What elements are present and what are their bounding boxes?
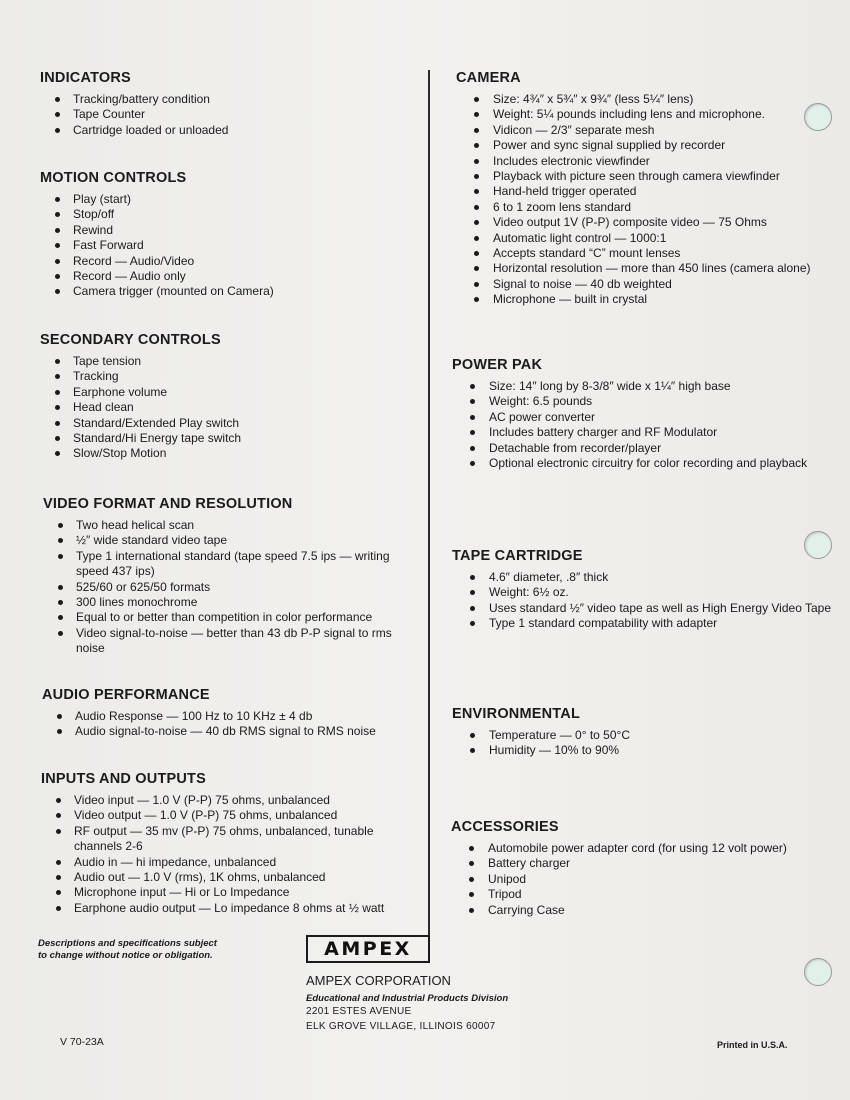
spec-list-item: Signal to noise — 40 db weighted bbox=[456, 277, 846, 292]
section-environmental bbox=[452, 706, 842, 759]
spec-list-item: 525/60 or 625/50 formats bbox=[43, 580, 423, 595]
spec-list-item: Video signal-to-noise — better than 43 db P-P signal to rms noise bbox=[43, 626, 423, 657]
spec-list-item: Earphone audio output — Lo impedance 8 ohms at ½ watt bbox=[41, 901, 421, 916]
spec-list-item: Humidity — 10% to 90% bbox=[452, 743, 842, 758]
spec-list-item: Tape Counter bbox=[40, 107, 420, 122]
spec-list bbox=[456, 92, 846, 308]
spec-list-item: Standard/Extended Play switch bbox=[40, 416, 420, 431]
spec-list-item: Head clean bbox=[40, 400, 420, 415]
spec-list-item: Temperature — 0° to 50°C bbox=[452, 728, 842, 743]
section-heading: CAMERA bbox=[456, 70, 521, 86]
spec-list-item: Camera trigger (mounted on Camera) bbox=[40, 284, 420, 299]
disclaimer-line: Descriptions and specifications subject bbox=[38, 938, 217, 949]
spec-list-item: Record — Audio only bbox=[40, 269, 420, 284]
section-heading: SECONDARY CONTROLS bbox=[40, 332, 221, 348]
spec-list-item: Vidicon — 2/3″ separate mesh bbox=[456, 123, 846, 138]
section-power-pak bbox=[452, 357, 842, 471]
spec-list-item: Hand-held trigger operated bbox=[456, 184, 846, 199]
spec-list-item: Audio signal-to-noise — 40 db RMS signal to RMS noise bbox=[42, 724, 422, 739]
section-heading: POWER PAK bbox=[452, 357, 543, 373]
section-heading: VIDEO FORMAT AND RESOLUTION bbox=[43, 496, 293, 512]
spec-list-item: Audio in — hi impedance, unbalanced bbox=[41, 855, 421, 870]
spec-list-item: Stop/off bbox=[40, 207, 420, 222]
spec-list-item: Automobile power adapter cord (for using 12 volt power) bbox=[451, 841, 841, 856]
spec-list-item: Detachable from recorder/player bbox=[452, 441, 842, 456]
spec-list-item: Size: 4¾″ x 5¾″ x 9¾″ (less 5¼″ lens) bbox=[456, 92, 846, 107]
disclaimer bbox=[38, 938, 288, 962]
logo-text: AMPEX bbox=[324, 938, 412, 960]
spec-list-item: RF output — 35 mv (P-P) 75 ohms, unbalanced, tunable channels 2-6 bbox=[41, 824, 421, 855]
spec-list-item: Video output 1V (P-P) composite video — 75 Ohms bbox=[456, 215, 846, 230]
spec-list-item: Rewind bbox=[40, 223, 420, 238]
disclaimer-line: to change without notice or obligation. bbox=[38, 950, 213, 961]
spec-list-item: Battery charger bbox=[451, 856, 841, 871]
section-indicators bbox=[40, 70, 420, 138]
spec-list-item: Optional electronic circuitry for color recording and playback bbox=[452, 456, 842, 471]
spec-list-item: Type 1 standard compatability with adapter bbox=[452, 616, 842, 631]
section-heading: ENVIRONMENTAL bbox=[452, 706, 580, 722]
spec-list-item: Record — Audio/Video bbox=[40, 254, 420, 269]
spec-list-item: 6 to 1 zoom lens standard bbox=[456, 200, 846, 215]
spec-list-item: 300 lines monochrome bbox=[43, 595, 423, 610]
spec-list bbox=[42, 709, 422, 740]
spec-list-item: Unipod bbox=[451, 872, 841, 887]
spec-list bbox=[40, 192, 420, 300]
spec-list bbox=[452, 728, 842, 759]
spec-list-item: Two head helical scan bbox=[43, 518, 423, 533]
spec-list-item: Playback with picture seen through camera viewfinder bbox=[456, 169, 846, 184]
spec-list-item: Earphone volume bbox=[40, 385, 420, 400]
printed-in-usa: Printed in U.S.A. bbox=[717, 1040, 788, 1050]
section-heading: TAPE CARTRIDGE bbox=[452, 548, 583, 564]
ampex-logo bbox=[306, 935, 430, 963]
spec-list-item: 4.6″ diameter, .8″ thick bbox=[452, 570, 842, 585]
spec-list-item: Accepts standard “C” mount lenses bbox=[456, 246, 846, 261]
spec-list bbox=[41, 793, 421, 916]
spec-list-item: Video input — 1.0 V (P-P) 75 ohms, unbalanced bbox=[41, 793, 421, 808]
spec-list-item: Type 1 international standard (tape speed 7.5 ips — writing speed 437 ips) bbox=[43, 549, 423, 580]
spec-list-item: Audio Response — 100 Hz to 10 KHz ± 4 db bbox=[42, 709, 422, 724]
section-video-format bbox=[43, 496, 423, 657]
spec-list-item: Cartridge loaded or unloaded bbox=[40, 123, 420, 138]
spec-list-item: Tracking bbox=[40, 369, 420, 384]
column-divider bbox=[428, 70, 430, 935]
spec-list-item: Weight: 5¼ pounds including lens and microphone. bbox=[456, 107, 846, 122]
spec-list bbox=[40, 354, 420, 462]
section-secondary-controls bbox=[40, 332, 420, 462]
spec-list-item: Uses standard ½″ video tape as well as High Energy Video Tape bbox=[452, 601, 842, 616]
spec-list-item: Fast Forward bbox=[40, 238, 420, 253]
section-heading: INPUTS AND OUTPUTS bbox=[41, 771, 206, 787]
section-camera bbox=[456, 70, 846, 308]
spec-list-item: Audio out — 1.0 V (rms), 1K ohms, unbalanced bbox=[41, 870, 421, 885]
spec-list-item: Size: 14″ long by 8-3/8″ wide x 1¼″ high base bbox=[452, 379, 842, 394]
spec-list-item: Play (start) bbox=[40, 192, 420, 207]
spec-list-item: ½″ wide standard video tape bbox=[43, 533, 423, 548]
spec-list-item: Carrying Case bbox=[451, 903, 841, 918]
spec-list-item: Weight: 6½ oz. bbox=[452, 585, 842, 600]
spec-list-item: Standard/Hi Energy tape switch bbox=[40, 431, 420, 446]
spec-list-item: Horizontal resolution — more than 450 lines (camera alone) bbox=[456, 261, 846, 276]
spec-list-item: Power and sync signal supplied by recorder bbox=[456, 138, 846, 153]
spec-list-item: Equal to or better than competition in color performance bbox=[43, 610, 423, 625]
spec-list-item: Microphone — built in crystal bbox=[456, 292, 846, 307]
spec-list-item: Tape tension bbox=[40, 354, 420, 369]
spec-list bbox=[451, 841, 841, 918]
spec-list-item: Video output — 1.0 V (P-P) 75 ohms, unbalanced bbox=[41, 808, 421, 823]
section-audio-performance bbox=[42, 687, 422, 740]
section-tape-cartridge bbox=[452, 548, 842, 632]
division-name: Educational and Industrial Products Division bbox=[306, 993, 509, 1004]
section-heading: INDICATORS bbox=[40, 70, 131, 86]
section-heading: AUDIO PERFORMANCE bbox=[42, 687, 210, 703]
spec-list-item: Microphone input — Hi or Lo Impedance bbox=[41, 885, 421, 900]
spec-list-item: Weight: 6.5 pounds bbox=[452, 394, 842, 409]
spec-list-item: Includes battery charger and RF Modulator bbox=[452, 425, 842, 440]
spec-list-item: Tripod bbox=[451, 887, 841, 902]
form-number: V 70-23A bbox=[60, 1036, 104, 1048]
spec-list bbox=[40, 92, 420, 138]
street-address: 2201 ESTES AVENUE bbox=[306, 1006, 412, 1017]
spec-list-item: Slow/Stop Motion bbox=[40, 446, 420, 461]
section-inputs-outputs bbox=[41, 771, 421, 916]
spec-list-item: AC power converter bbox=[452, 410, 842, 425]
corporation-name: AMPEX CORPORATION bbox=[306, 973, 451, 988]
spec-list-item: Includes electronic viewfinder bbox=[456, 154, 846, 169]
spec-list bbox=[452, 379, 842, 471]
section-heading: ACCESSORIES bbox=[451, 819, 559, 835]
spec-list bbox=[452, 570, 842, 632]
spec-list bbox=[43, 518, 423, 657]
section-heading: MOTION CONTROLS bbox=[40, 170, 187, 186]
spec-list-item: Automatic light control — 1000:1 bbox=[456, 231, 846, 246]
spec-list-item: Tracking/battery condition bbox=[40, 92, 420, 107]
section-accessories bbox=[451, 819, 841, 918]
binder-hole-bottom bbox=[804, 958, 832, 986]
city-address: ELK GROVE VILLAGE, ILLINOIS 60007 bbox=[306, 1021, 496, 1032]
section-motion-controls bbox=[40, 170, 420, 300]
